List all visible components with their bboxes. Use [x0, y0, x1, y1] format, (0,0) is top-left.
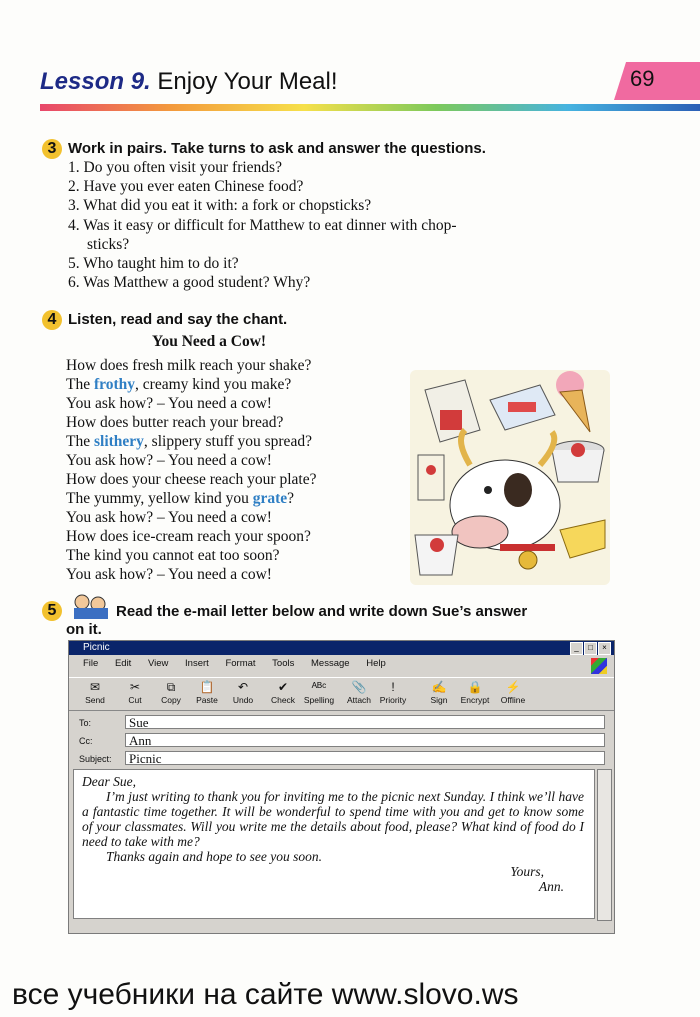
lesson-number: Lesson 9.: [40, 68, 151, 95]
task-4-instruction: Listen, read and say the chant.: [68, 311, 288, 328]
juice-box-image: [418, 455, 444, 500]
yogurt-pot-image: [415, 535, 458, 575]
chant-text: , slippery stuff you spread?: [143, 433, 312, 450]
task-4-badge: 4: [42, 310, 62, 330]
chant-line: [66, 413, 316, 432]
task-5-badge: 5: [42, 601, 62, 621]
menu-format[interactable]: Format: [225, 658, 256, 669]
toolbar-label: Cut: [128, 695, 142, 705]
chant-text: ?: [287, 490, 295, 507]
toolbar-label: Paste: [196, 695, 218, 705]
close-icon[interactable]: ×: [598, 642, 611, 655]
spelling-icon: ᴬᴮᶜ: [311, 680, 327, 694]
to-row: [75, 715, 609, 731]
paste-button[interactable]: [189, 680, 225, 705]
toolbar-label: Send: [85, 695, 105, 705]
question-3: 3. What did you eat it with: a fork or chopsticks?: [68, 197, 372, 215]
cc-label: Cc:: [79, 736, 93, 746]
subject-label: Subject:: [79, 754, 112, 764]
question-6: 6. Was Matthew a good student? Why?: [68, 274, 311, 292]
cow-illustration: [410, 370, 610, 585]
task-3-badge: 3: [42, 139, 62, 159]
toolbar-label: Sign: [430, 695, 448, 705]
to-label: To:: [79, 718, 92, 728]
question-1: 1. Do you often visit your friends?: [68, 159, 282, 176]
undo-icon: ↶: [237, 680, 249, 694]
send-button[interactable]: [77, 680, 113, 705]
check-icon: ✔: [277, 680, 289, 694]
ice-cream-cone-image: [556, 371, 590, 432]
maximize-icon[interactable]: □: [584, 642, 597, 655]
menu-bar: [69, 658, 386, 674]
subject-field[interactable]: Picnic: [125, 751, 605, 765]
email-window: [68, 640, 615, 934]
question-4: 4. Was it easy or difficult for Matthew to eat dinner with chop-: [68, 216, 457, 234]
greeting: Dear Sue,: [82, 774, 136, 789]
chant-line: [66, 451, 316, 470]
chant-text: You ask how? – You need a cow!: [66, 566, 272, 583]
chant-text: How does your cheese reach your plate?: [66, 471, 317, 488]
chant-text: You ask how? – You need a cow!: [66, 452, 272, 469]
highlighted-word: grate: [252, 490, 288, 507]
priority-icon: !: [391, 680, 395, 694]
copy-button[interactable]: [153, 680, 189, 705]
sign-icon: ✍: [431, 680, 447, 694]
task-5-instruction: Read the e-mail letter below and write down Sue’s answer: [116, 603, 528, 620]
window-titlebar: [69, 641, 614, 655]
encrypt-icon: 🔒: [467, 680, 483, 694]
yogurt-cup-image: [552, 441, 604, 482]
chant-text: You ask how? – You need a cow!: [66, 395, 272, 412]
toolbar-label: Encrypt: [460, 695, 490, 705]
chant-line: [66, 527, 316, 546]
toolbar-label: Priority: [379, 695, 407, 705]
copy-icon: ⧉: [166, 680, 176, 694]
question-5: 5. Who taught him to do it?: [68, 255, 239, 273]
cow-head-image: [450, 430, 560, 569]
chant-line: [66, 394, 316, 413]
menu-insert[interactable]: Insert: [185, 658, 209, 669]
send-icon: ✉: [89, 680, 101, 694]
chant-line: [66, 508, 316, 527]
chant-text: , creamy kind you make?: [135, 376, 292, 393]
chant-text: The kind you cannot eat too soon?: [66, 547, 280, 564]
toolbar-label: Check: [270, 695, 296, 705]
highlighted-word: slithery: [93, 433, 144, 450]
spelling-button[interactable]: [301, 680, 337, 705]
toolbar-label: Spelling: [303, 695, 335, 705]
question-4-continued: sticks?: [87, 235, 130, 253]
cut-button[interactable]: [117, 680, 153, 705]
chant-text: How does fresh milk reach your shake?: [66, 357, 312, 374]
thanks-line: Thanks again and hope to see you soon.: [106, 849, 322, 864]
cc-row: [75, 733, 609, 749]
toolbar-label: Offline: [500, 695, 526, 705]
cut-icon: ✂: [129, 680, 141, 694]
chant-line: [66, 432, 316, 451]
page-number-tab: [614, 62, 700, 100]
chant-text: How does ice-cream reach your spoon?: [66, 528, 311, 545]
menu-tools[interactable]: Tools: [272, 658, 295, 669]
chant-title: You Need a Cow!: [152, 333, 267, 350]
windows-logo-icon: [591, 658, 607, 674]
closing: Yours,: [510, 864, 544, 879]
task-5-instruction-continued: on it.: [66, 621, 102, 638]
question-2: 2. Have you ever eaten Chinese food?: [68, 178, 304, 196]
encrypt-button[interactable]: [457, 680, 493, 705]
rainbow-divider: [40, 104, 700, 111]
cc-field[interactable]: Ann: [125, 733, 605, 747]
task-3-instruction: Work in pairs. Take turns to ask and answer the questions.: [68, 140, 486, 157]
chant-text: The: [66, 433, 94, 450]
menu-message[interactable]: Message: [311, 658, 350, 669]
signature: Ann.: [538, 879, 564, 894]
chant-text: How does butter reach your bread?: [66, 414, 284, 431]
cheese-wedge-image: [560, 520, 605, 558]
chant-text: The: [66, 376, 94, 393]
subject-row: [75, 751, 609, 767]
site-footer: все учебники на сайте www.slovo.ws: [12, 978, 519, 1011]
priority-button[interactable]: [375, 680, 411, 705]
lesson-title: Enjoy Your Meal!: [157, 68, 338, 95]
body-paragraph: I’m just writing to thank you for inviting me to the picnic next Sunday. I think we’ll have a fantastic time together. It will be wonderful to spend time with you and get to know some of your classmates. Will you write me the details about food, please? What kind of food do I need to take with me?: [82, 789, 584, 849]
toolbar-label: Undo: [232, 695, 254, 705]
offline-icon: ⚡: [505, 680, 521, 694]
chant-line: [66, 470, 316, 489]
highlighted-word: frothy: [93, 376, 136, 393]
task-3-questions: [68, 158, 457, 292]
chant-text: The yummy, yellow kind you: [66, 490, 253, 507]
chant-line: [66, 565, 316, 584]
butter-box-image: [490, 385, 555, 430]
menu-edit[interactable]: Edit: [114, 658, 132, 669]
toolbar-label: Copy: [161, 695, 181, 705]
sign-button[interactable]: [421, 680, 457, 705]
attach-icon: 📎: [351, 680, 367, 694]
to-field[interactable]: Sue: [125, 715, 605, 729]
menu-view[interactable]: View: [147, 658, 169, 669]
offline-button[interactable]: [495, 680, 531, 705]
chant-line: [66, 546, 316, 565]
vertical-scrollbar[interactable]: [597, 769, 612, 921]
milk-carton-image: [425, 380, 480, 442]
chant-line: [66, 356, 316, 375]
menu-file[interactable]: File: [83, 658, 99, 669]
chant-lines: [66, 356, 316, 584]
lesson-header: [40, 68, 338, 96]
paste-icon: 📋: [199, 680, 215, 694]
attach-button[interactable]: [341, 680, 377, 705]
page-number: 69: [630, 66, 655, 91]
chant-line: [66, 375, 316, 394]
message-body[interactable]: [73, 769, 595, 919]
toolbar-label: Attach: [346, 695, 372, 705]
minimize-icon[interactable]: _: [570, 642, 583, 655]
window-title: Picnic: [83, 642, 110, 653]
undo-button[interactable]: [225, 680, 261, 705]
chant-line: [66, 489, 316, 508]
toolbar: [69, 677, 614, 711]
chant-text: You ask how? – You need a cow!: [66, 509, 272, 526]
check-button[interactable]: [265, 680, 301, 705]
menu-help[interactable]: Help: [366, 658, 386, 669]
children-computer-icon: [70, 592, 112, 620]
